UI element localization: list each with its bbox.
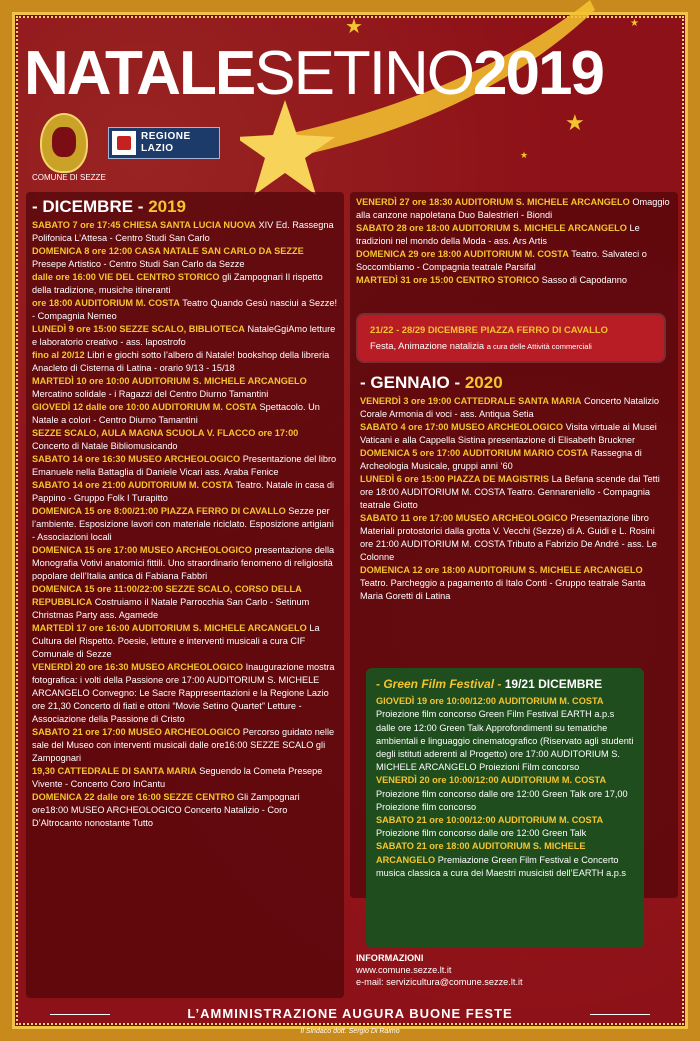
event-description: Teatro. Parcheggio a pagamento di Italo Conti - Gruppo teatrale Santa Maria Goretti di Latina [360,578,646,601]
event-description: presentazione della Monografia Votivi anatomici fittili. Uno straordinario fenomeno di religiosità popolare dell’Italia antica di Fabiana Fabbri [32,545,335,581]
event-item [32,349,338,375]
regione-line1: REGIONE [141,131,191,142]
dicembre-panel [26,192,344,998]
event-heading: dalle ore 16:00 VIE DEL CENTRO STORICO [32,272,220,282]
event-heading: LUNEDÌ 9 ore 15:00 SEZZE SCALO, BIBLIOTECA [32,324,245,334]
event-heading: SEZZE SCALO, AULA MAGNA SCUOLA V. FLACCO ore 17:00 [32,428,299,438]
event-description: Sezze per l’ambiente. Esposizione lavori con materiale riciclato. Esposizione artigiani - Associazioni locali [32,506,334,542]
ferro-dates: 21/22 - 28/29 DICEMBRE PIAZZA FERRO DI CAVALLO [370,324,608,335]
event-heading: MARTEDÌ 10 ore 10:00 AUDITORIUM S. MICHELE ARCANGELO [32,376,307,386]
sindaco-signature: Il Sindaco dott. Sergio Di Raimo [300,1028,400,1035]
event-heading: DOMENICA 29 ore 18:00 AUDITORIUM M. COSTA [356,249,569,259]
event-heading: GIOVEDÌ 12 dalle ore 10:00 AUDITORIUM M. COSTA [32,402,257,412]
event-item [32,375,338,401]
event-item [32,323,338,349]
event-heading: SABATO 28 ore 18:00 AUDITORIUM S. MICHELE ARCANGELO [356,223,627,233]
event-description: Presentazione libro Materiali protostorici dalla grotta V. Vecchi (Sezze) di A. Guidi e L. Rosini ore 21:00 AUDITORIUM M. COSTA Tributo a Fabrizio De André - ass. Le Colonne [360,513,657,562]
comune-label: COMUNE DI SEZZE [32,173,106,182]
event-heading: DOMENICA 5 ore 17:00 AUDITORIUM MARIO COSTA [360,448,589,458]
star-icon: ★ [520,150,529,160]
event-heading: VENERDÌ 20 ore 16:30 MUSEO ARCHEOLOGICO [32,662,244,672]
event-description: gli Zampognari Il rispetto della tradizione, musiche itineranti [32,272,323,295]
event-description: La Befana scende dai Tetti ore 18:00 AUDITORIUM M. COSTA Teatro. Gennareniello - Compagnia teatrale Giotto [360,474,660,510]
event-heading: SABATO 7 ore 17:45 CHIESA SANTA LUCIA NUOVA [32,220,256,230]
event-heading: SABATO 21 ore 10:00/12:00 AUDITORIUM M. COSTA [376,815,604,826]
event-heading: SABATO 21 ore 17:00 MUSEO ARCHEOLOGICO [32,727,241,737]
event-heading: MARTEDÌ 17 ore 16:00 AUDITORIUM S. MICHELE ARCANGELO [32,623,307,633]
event-description: Proiezione film concorso Green Film Festival EARTH a.p.s dalle ore 12:00 Green Talk Approfondimenti su tematiche ambientali e linguaggio cinematografico (Riservato agli studenti degli istituti aderenti al Progetto) ore 17:00 AUDITORIUM S. MICHELE ARCANGELO Proiezioni Film concorso [376,709,634,773]
event-heading: DOMENICA 15 ore 8:00/21:00 PIAZZA FERRO DI CAVALLO [32,506,286,516]
event-description: Percorso guidato nelle sale del Museo con interventi musicali dalle ore16:00 SEZZE SCALO gli Zampognari [32,727,335,763]
event-item [376,814,634,840]
title-setino: SETINO [254,39,474,108]
gennaio-section [356,372,674,603]
event-description: Teatro. Natale in casa di Pappino - Gruppo Folk I Turapitto [32,480,335,503]
event-description: Teatro. Salvateci o Soccombiamo - Compagnia teatrale Parsifal [356,249,647,272]
event-item [356,222,672,248]
regione-lazio-logo [108,127,220,159]
event-item [32,622,338,661]
event-description: Gli Zampognari ore18:00 MUSEO ARCHEOLOGICO Concerto Natalizio - Coro D’Altrocanto nonostante Tutto [32,792,300,828]
event-item [32,583,338,622]
info-email-link[interactable]: e-mail: servizicultura@comune.sezze.lt.it [356,977,523,987]
event-item [32,726,338,765]
event-description: Mercatino solidale - i Ragazzi del Centro Diurno Tamantini [32,389,269,399]
regione-emblem-icon [112,131,136,155]
event-description: Omaggio alla canzone napoletana Duo Balestrieri - Biondi [356,197,670,220]
event-description: La Cultura del Rispetto. Poesie, letture e interventi musicali a cura CIF Comunale di Sezze [32,623,320,659]
event-item [360,564,670,603]
event-item [356,196,672,222]
event-item [32,453,338,479]
info-heading: INFORMAZIONI [356,953,424,963]
event-description: Teatro Quando Gesù nasciui a Sezze! - Compagnia Nemeo [32,298,338,321]
event-heading: MARTEDÌ 31 ore 15:00 CENTRO STORICO [356,275,540,285]
event-description: Le tradizioni nel mondo della Moda - ass. Ars Artis [356,223,640,246]
event-description: Proiezione film concorso dalle ore 12:00 Green Talk ore 17,00 Proiezione film concorso [376,788,628,812]
event-item [360,395,670,421]
event-heading: fino al 20/12 [32,350,85,360]
event-description: Sasso di Capodanno [541,275,627,285]
star-icon: ★ [565,110,585,135]
event-item [356,248,672,274]
event-item [32,271,338,297]
event-description: Presentazione del libro Emanuele nella Battaglia di Daniele Vicari ass. Araba Fenice [32,454,337,477]
star-icon: ★ [345,16,363,38]
month-heading-gennaio: - GENNAIO - 2020 [360,373,503,392]
event-item [360,421,670,447]
event-heading: DOMENICA 12 ore 18:00 AUDITORIUM S. MICHELE ARCANGELO [360,565,643,575]
ferro-desc: Festa, Animazione natalizia a cura delle Attività commerciali [370,340,592,351]
event-item [32,245,338,271]
event-description: Spettacolo. Un Natale a colori - Centro Diurno Tamantini [32,402,320,425]
page-title [24,36,684,112]
green-festival-title: - Green Film Festival - 19/21 DICEMBRE [376,677,603,691]
event-item [32,791,338,830]
event-heading: DOMENICA 15 ore 17:00 MUSEO ARCHEOLOGICO [32,545,252,555]
event-description: Visita virtuale ai Musei Vaticani e alla Cappella Sistina presentazione di Elisabeth Bruckner [360,422,657,445]
green-film-festival-box [366,668,644,948]
event-description: NataleGgiAmo letture e laboratorio creativo - ass. lapostrofo [32,324,336,347]
event-item [376,695,634,774]
event-item [32,544,338,583]
event-heading: LUNEDÌ 6 ore 15:00 PIAZZA DE MAGISTRIS [360,474,550,484]
event-heading: VENERDÌ 20 ore 10:00/12:00 AUDITORIUM M. COSTA [376,775,607,786]
event-heading: SABATO 4 ore 17:00 MUSEO ARCHEOLOGICO [360,422,564,432]
event-heading: VENERDÌ 27 ore 18:30 AUDITORIUM S. MICHELE ARCANGELO [356,197,630,207]
event-item [32,219,338,245]
event-description: Costruiamo il Natale Parrocchia San Carlo - Setinum Christmas Party ass. Agamede [32,597,310,620]
event-item [32,401,338,427]
event-item [32,297,338,323]
event-description: Concerto Natalizio Corale Armonia di voci - ass. Antiqua Setia [360,396,660,419]
event-description: Rassegna di Archeologia Musicale, gruppi anni ‘60 [360,448,642,471]
event-item [32,427,338,453]
star-icon: ★ [630,18,639,29]
event-description: Proiezione film concorso dalle ore 12:00 Green Talk [376,828,587,839]
title-year: 2019 [473,39,603,108]
event-item [32,765,338,791]
event-description: Inaugurazione mostra fotografica: i volti della Passione ore 17:00 AUDITORIUM S. MICHELE ARCANGELO Convegno: Le Sacre Rappresentazioni e la Regione Lazio ore 21,30 Concerto di fiati e ottoni “Movie Setino Quartet” Letture - Associazione della Passione di Cristo [32,662,335,724]
info-website-link[interactable]: www.comune.sezze.lt.it [356,965,452,975]
event-item [360,447,670,473]
event-heading: GIOVEDÌ 19 ore 10:00/12:00 AUDITORIUM M. COSTA [376,696,604,707]
event-heading: ore 18:00 AUDITORIUM M. COSTA [32,298,180,308]
comune-crest-icon [40,113,88,173]
event-heading: SABATO 11 ore 17:00 MUSEO ARCHEOLOGICO [360,513,568,523]
event-item [356,274,672,287]
event-item [360,473,670,512]
title-natale: NATALE [24,39,255,108]
event-heading: SABATO 21 ore 18:00 AUDITORIUM S. MICHELE ARCANGELO [376,841,586,865]
event-description: XIV Ed. Rassegna Polifonica L’Attesa - Centro Studi San Carlo [32,220,334,243]
footer-greeting: L’AMMINISTRAZIONE AUGURA BUONE FESTE [120,1006,580,1021]
info-section [356,952,523,988]
event-item [376,774,634,814]
event-description: Seguendo la Cometa Presepe Vivente - Concerto Coro InCantu [32,766,323,789]
piazza-ferro-banner [358,315,664,361]
event-heading: DOMENICA 15 ore 11:00/22:00 SEZZE SCALO, CORSO DELLA REPUBBLICA [32,584,302,607]
event-heading: VENERDÌ 3 ore 19:00 CATTEDRALE SANTA MARIA [360,396,582,406]
event-description: Premiazione Green Film Festival e Concerto musica classica a cura dei Maestri musicisti dell’EARTH a.p.s [376,854,627,878]
event-heading: 19,30 CATTEDRALE DI SANTA MARIA [32,766,197,776]
event-item [376,840,634,880]
event-heading: SABATO 14 ore 16:30 MUSEO ARCHEOLOGICO [32,454,241,464]
event-heading: SABATO 14 ore 21:00 AUDITORIUM M. COSTA [32,480,234,490]
regione-line2: LAZIO [141,143,174,154]
event-item [32,661,338,726]
event-description: Libri e giochi sotto l’albero di Natale! bookshop della libreria Anacleto di Cisterna di Latina - orario 9/13 - 15/18 [32,350,330,373]
event-item [32,505,338,544]
event-item [360,512,670,564]
event-description: Presepe Artistico - Centro Studi San Carlo da Sezze [32,259,245,269]
month-heading-dicembre: - DICEMBRE - 2019 [32,197,187,216]
event-description: Concerto di Natale Bibliomusicando [32,441,178,451]
event-heading: DOMENICA 8 ore 12:00 CASA NATALE SAN CARLO DA SEZZE [32,246,304,256]
logos [32,113,238,185]
event-item [32,479,338,505]
event-heading: DOMENICA 22 dalle ore 16:00 SEZZE CENTRO [32,792,235,802]
